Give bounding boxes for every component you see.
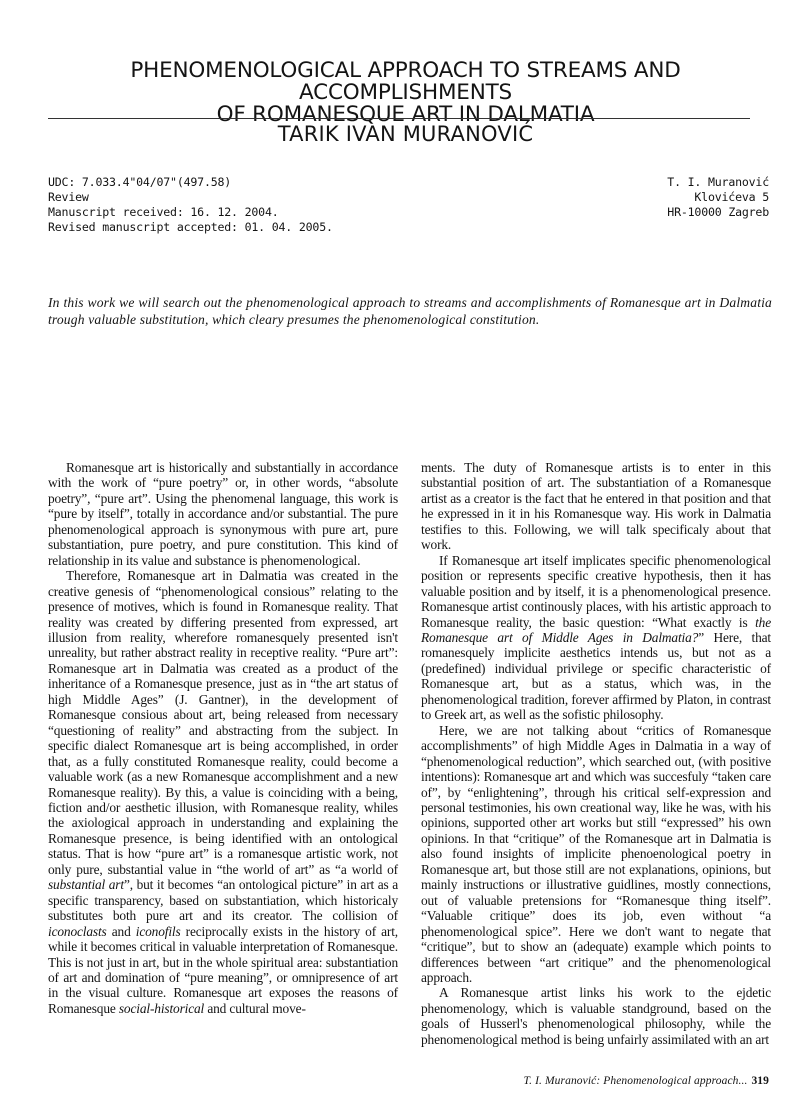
accepted-date: Revised manuscript accepted: 01. 04. 2005. [48, 220, 333, 234]
page-footer [524, 1075, 769, 1087]
paragraph: Therefore, Romanesque art in Dalmatia was created in the creative genesis of “phenomenological consious” relating to the presence of motives, which is found in Romanesque reality. That reality was created by differing presented from expressed, art illusion from reality, wherefore romanesquely presented isn't unreality, but rather abstract reality in receptive reality. “Pure art”: Romanesque art in Dalmatia was created as a product of the inheritance of a Romanesque presence, just as in “the art status of high Middle Ages” (J. Gantner), in the development of Romanesque consious about art, being released from necessary “questioning of reality” and abstracting from the subject. In specific dialect Romanesque art is being accomplished, in order that, as a fully constituted Romanesque reality, could become a valuable work (as a new Romanesque accomplishment and a new Romanesque reality). By this, a value is coinciding with a being, fiction and/or aesthetic illusion, with Romanesque reality, whiles the axiological approach in understanding and explaining the Romanesque presence, is being identified with an ontological status. That is how “pure art” is a romanesque artistic work, not only pure, substantial value in “the world of art” as “a world of substantial art”, but it becomes “an ontological picture” in art as a specific transparency, based on substantiation, which historicaly substitutes both pure art and its creator. The collision of iconoclasts and iconofils reciprocally exists in the history of art, while it becomes critical in valuable interpretation of Romanesque. This is not just in art, but in the whole spiritual area: substantiation of art and domination of “pure meaning”, or omnipresence of art in the visual culture. Romanesque art exposes the reasons of Romanesque social-historical and cultural move- [48, 568, 399, 1016]
author-address [667, 175, 769, 220]
paragraph: ments. The duty of Romanesque artists is to enter in this substantial position of art. The substantiation of a Romanesque artist as a creator is the fact that he entered in that position and that he expressed in it in his Romanesque way. His work in Dalmatia testifies to this. Following, we will talk specificaly about that work. [421, 460, 771, 553]
publication-metadata [48, 175, 333, 235]
paragraph: Here, we are not talking about “critics of Romanesque accomplishments” of high Middle Ages in Dalmatia in a way of “phenomenological reduction”, which searched out, (with positive intentions): Romanesque art and which was succesfuly “taken care of”, by “enlightening”, through his critical self-expression and personal testimonies, his own creational way, like he was, with his opinions, supported other art works but still “expressed” his own opinions. In that “critique” of the Romanesque art in Dalmatia is also found insights of implicite phenoenological poetry in Romanesque art, but those still are not explanations, opinions, but mainly instructions or illustrative guidlines, mostly connections, out of valuable pretensions for “Romanesque thing itself”. “Valuable critique” does its job, even without “a phenomenological spice”. Here we don't want to negate that “critique”, but to show an (adequate) example which points to differences between “art critique” and the phenomenological approach. [421, 722, 771, 985]
paragraph: If Romanesque art itself implicates specific phenomenological position or represents specific creative hypothesis, then it has valuable position and by itself, it is a phenomenological presence. Romanesque artist continously places, with his artistic approach to Romanesque reality, the basic question: “What exactly is the Romanesque art of Middle Ages in Dalmatia?” Here, that romanesquely implicite aesthetics intends us, but not as a (predefined) individual privilege or specific characteristic of Romanesque art, but as a status, which was, in the phenomenological tradition, forever affirmed by Platon, in contrast to Greek art, as well as the sofistic philosophy. [421, 552, 771, 723]
emphasis: social-historical [118, 1000, 205, 1016]
udc-code: UDC: 7.033.4"04/07"(497.58) [48, 175, 232, 189]
emphasis: substantial art [48, 877, 124, 893]
abstract: In this work we will search out the phenomenological approach to streams and accomplishments of Romanesque art in Dalmatia trough valuable substitution, which cleary presumes the phenomenological constitution. [48, 295, 772, 327]
emphasis: iconofils [135, 923, 181, 939]
title-line-2: OF ROMANESQUE ART IN DALMATIA [216, 102, 595, 127]
paragraph: Romanesque art is historically and substantially in accordance with the work of “pure poetry” or, in other words, “absolute poetry”, “pure art”. Using the phenomenal language, this work is “pure by itself”, totally in accordance and/or substantial. The pure phenomenological approach is synonymous with pure art, pure substantiation, pure poetry, and pure constitution. This kind of relationship in its value and substance is phenomenological. [48, 460, 398, 568]
author-name: TARIK IVAN MURANOVIĆ [277, 122, 534, 146]
emphasis: the Romanesque art of Middle Ages in Dalmatia? [421, 614, 771, 645]
paper-title [40, 60, 771, 126]
paragraph: A Romanesque artist links his work to the ejdetic phenomenology, which is valuable standground, based on the goals of Husserl's phenomenological philosophy, while the phenomenological method is being unfairly assimilated with an art [421, 985, 771, 1047]
body-column-left [48, 460, 398, 1016]
body-column-right [421, 460, 771, 1047]
title-line-1: PHENOMENOLOGICAL APPROACH TO STREAMS AND ACCOMPLISHMENTS [130, 58, 681, 105]
address-street: Klovićeva 5 [694, 190, 769, 204]
emphasis: iconoclasts [48, 923, 107, 939]
title-divider [48, 118, 750, 119]
page-number: 319 [751, 1075, 769, 1087]
address-name: T. I. Muranović [667, 175, 769, 189]
address-city: HR-10000 Zagreb [667, 205, 769, 219]
article-type: Review [48, 190, 89, 204]
received-date: Manuscript received: 16. 12. 2004. [48, 205, 279, 219]
running-head: T. I. Muranović: Phenomenological approach... [523, 1075, 748, 1087]
